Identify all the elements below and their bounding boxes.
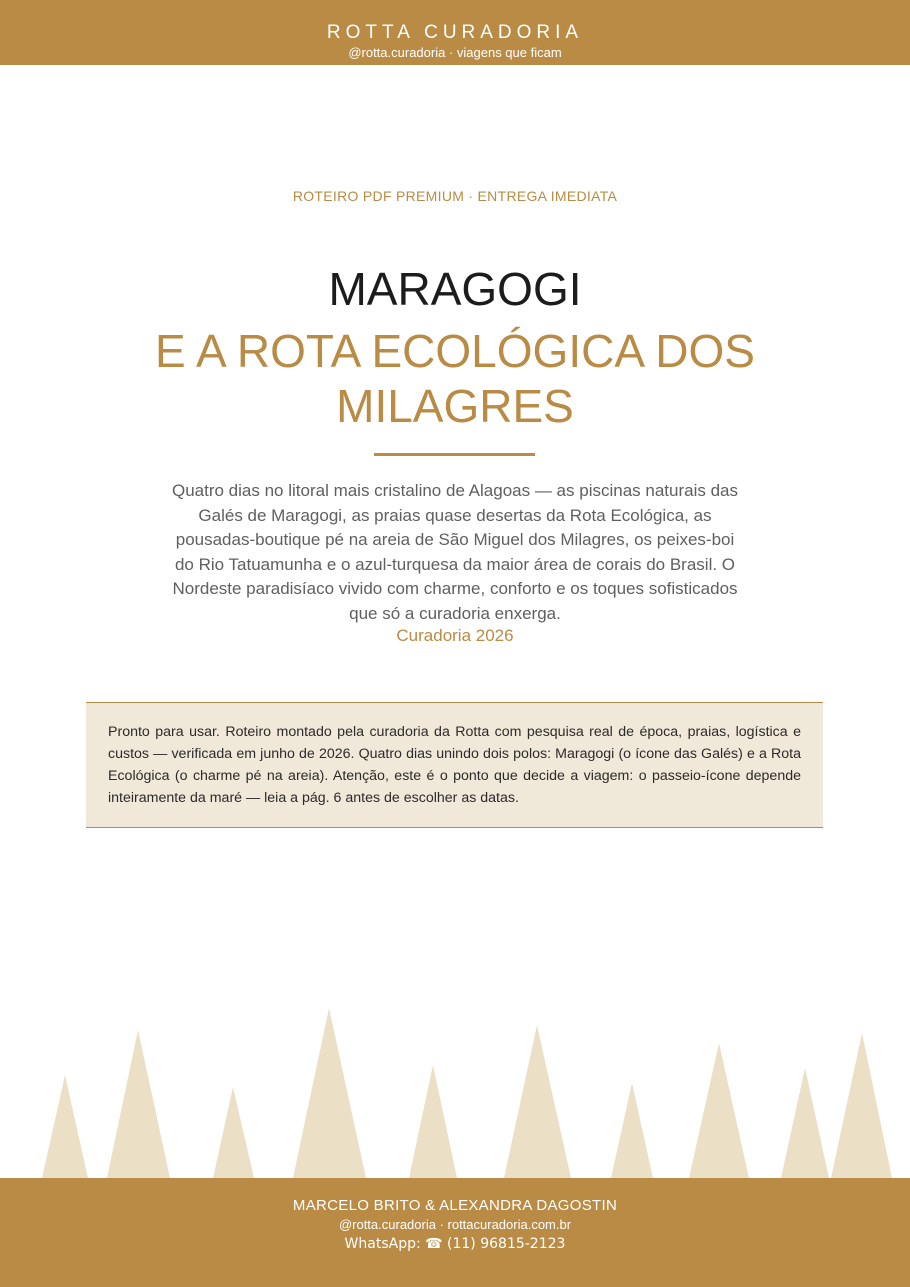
notice-text: Pronto para usar. Roteiro montado pela curadoria da Rotta com pesquisa real de época, praias, logística e custos — verificada em junho de 2026. Quatro dias unindo dois polos: Maragogi (o ícone das Galés) e a Rota Ecológica (o charme pé na areia). Atenção, este é o ponto que decide a viagem: o passeio-ícone depende inteiramente da maré — leia a pág. 6 antes de escolher as datas. [108, 724, 801, 806]
decor-peak [107, 1030, 170, 1178]
decor-peak [611, 1083, 653, 1178]
decor-peak [213, 1087, 254, 1178]
decorative-peaks [0, 1000, 910, 1180]
cover-kicker: ROTEIRO PDF PREMIUM · ENTREGA IMEDIATA [292, 188, 618, 204]
edition-label: Curadoria 2026 [396, 626, 514, 645]
brand-name: ROTTA CURADORIA [326, 22, 584, 43]
decor-peak [42, 1075, 88, 1178]
authors-line: MARCELO BRITO & ALEXANDRA DAGOSTIN [292, 1197, 618, 1214]
decor-peak [689, 1043, 749, 1178]
brand-tagline: @rotta.curadoria · viagens que ficam [348, 45, 562, 60]
notice-box [86, 702, 823, 828]
decor-peak [409, 1065, 457, 1178]
footer-bar [0, 1178, 910, 1287]
decor-peak [293, 1008, 366, 1178]
header-bar [0, 0, 910, 65]
page-title: MARAGOGI [328, 263, 582, 315]
decor-peak [831, 1033, 892, 1178]
decor-peak [504, 1025, 571, 1178]
decor-peak [781, 1068, 829, 1178]
intro-paragraph: Quatro dias no litoral mais cristalino de Alagoas — as piscinas naturais das Galés de Maragogi, as praias quase desertas da Rota Ecológica, as pousadas-boutique pé na areia de São Miguel dos Milagres, os peixes-boi do Rio Tatuamunha e o azul-turquesa da maior área de corais do Brasil. O Nordeste paradisíaco vivido com charme, conforto e os toques sofisticados que só a curadoria enxerga. [171, 481, 738, 623]
title-divider [374, 453, 535, 456]
whatsapp-contact: WhatsApp: ☎ (11) 96815-2123 [344, 1236, 566, 1252]
page-subtitle: E A ROTA ECOLÓGICA DOS MILAGRES [155, 325, 755, 432]
contact-links: @rotta.curadoria · rottacuradoria.com.br [338, 1217, 572, 1232]
